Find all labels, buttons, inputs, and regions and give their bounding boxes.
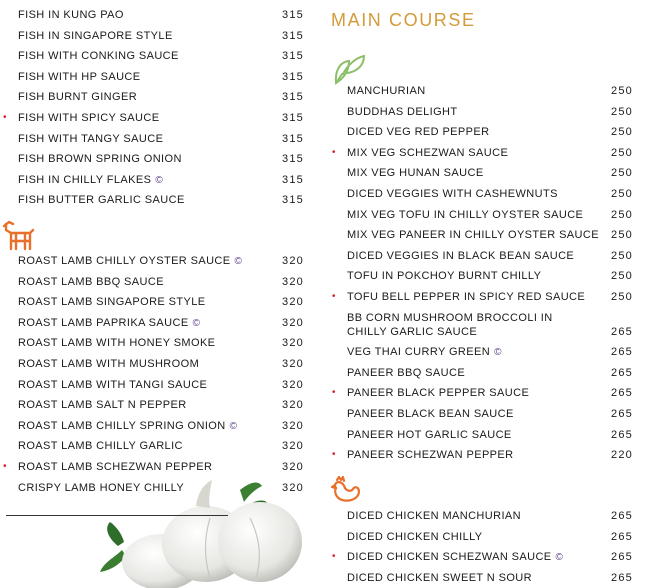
item-price: 315 xyxy=(282,91,304,104)
menu-item xyxy=(332,290,637,304)
item-name: FISH IN CHILLY FLAKES © xyxy=(18,173,164,186)
item-price: 320 xyxy=(282,358,304,370)
menu-item xyxy=(18,193,310,207)
menu-item xyxy=(347,407,637,421)
menu-item xyxy=(18,8,310,22)
item-price: 315 xyxy=(282,153,304,166)
menu-item xyxy=(347,228,637,242)
menu-item xyxy=(18,70,310,84)
menu-item xyxy=(18,316,310,330)
menu-item xyxy=(347,509,637,523)
item-price: 315 xyxy=(282,29,304,42)
item-price: 315 xyxy=(282,112,304,124)
main-course-title: MAIN COURSE xyxy=(331,10,476,30)
item-name: FISH WITH CONKING SAUCE xyxy=(18,50,179,63)
item-name: FISH IN SINGAPORE STYLE xyxy=(18,29,173,42)
menu-item xyxy=(347,530,637,544)
item-price: 320 xyxy=(282,378,304,391)
item-price: 220 xyxy=(611,449,633,462)
menu-item xyxy=(3,460,310,474)
menu-item xyxy=(18,295,310,309)
item-price: 250 xyxy=(611,126,633,139)
item-price: 320 xyxy=(282,440,304,453)
menu-item xyxy=(332,550,637,564)
veg-mark-icon: © xyxy=(229,420,238,432)
item-price: 265 xyxy=(611,510,633,522)
item-price: 265 xyxy=(611,346,633,359)
menu-item xyxy=(347,249,637,263)
menu-item xyxy=(18,481,310,495)
item-price: 320 xyxy=(282,419,304,432)
item-name: FISH BURNT GINGER xyxy=(18,91,138,104)
item-price: 250 xyxy=(611,249,633,262)
leaf-icon xyxy=(330,52,366,86)
item-name: MIX VEG HUNAN SAUCE xyxy=(347,167,484,180)
item-name: FISH BROWN SPRING ONION xyxy=(18,153,182,166)
spicy-bullet-icon: • xyxy=(332,449,336,461)
spicy-bullet-icon: • xyxy=(332,387,336,399)
menu-item xyxy=(18,439,310,453)
item-name: DICED VEG RED PEPPER xyxy=(347,126,490,139)
menu-item xyxy=(18,90,310,104)
menu-item xyxy=(332,386,637,400)
item-name: MANCHURIAN xyxy=(347,85,426,97)
menu-item xyxy=(18,254,310,268)
item-name: ROAST LAMB CHILLY SPRING ONION © xyxy=(18,419,238,432)
spicy-bullet-icon: • xyxy=(332,291,336,302)
item-price: 315 xyxy=(282,194,304,207)
menu-item xyxy=(347,571,637,585)
item-name: FISH WITH TANGY SAUCE xyxy=(18,132,164,145)
item-price: 265 xyxy=(611,366,633,379)
item-name: ROAST LAMB PAPRIKA SAUCE © xyxy=(18,316,201,329)
spicy-bullet-icon: • xyxy=(3,112,7,123)
veg-mark-icon: © xyxy=(555,552,564,564)
veg-mark-icon: © xyxy=(155,174,164,186)
menu-item xyxy=(347,428,637,442)
item-price: 250 xyxy=(611,105,633,118)
menu-item xyxy=(347,105,637,119)
item-price: 265 xyxy=(611,571,633,584)
item-name: MIX VEG SCHEZWAN SAUCE xyxy=(347,146,509,159)
item-name: PANEER HOT GARLIC SAUCE xyxy=(347,428,512,441)
item-price: 320 xyxy=(282,296,304,309)
spicy-bullet-icon: • xyxy=(332,551,336,563)
item-name: TOFU BELL PEPPER IN SPICY RED SAUCE xyxy=(347,291,586,303)
item-price: 250 xyxy=(611,85,633,97)
item-name: ROAST LAMB WITH MUSHROOM xyxy=(18,358,200,370)
item-name: FISH WITH SPICY SAUCE xyxy=(18,112,160,124)
menu-item xyxy=(347,345,637,359)
item-price: 320 xyxy=(282,255,304,267)
item-price: 265 xyxy=(611,325,633,338)
item-name: ROAST LAMB SCHEZWAN PEPPER xyxy=(18,461,213,473)
item-name: ROAST LAMB SALT N PEPPER xyxy=(18,399,187,412)
item-price: 315 xyxy=(282,50,304,63)
item-price: 250 xyxy=(611,229,633,242)
item-name: ROAST LAMB CHILLY OYSTER SAUCE © xyxy=(18,255,243,267)
menu-item xyxy=(18,357,310,371)
item-name: DICED CHICKEN SCHEZWAN SAUCE © xyxy=(347,551,564,564)
item-price: 250 xyxy=(611,208,633,221)
item-name: BB CORN MUSHROOM BROCCOLI IN xyxy=(347,311,553,324)
item-price: 250 xyxy=(611,270,633,283)
spicy-bullet-icon: • xyxy=(3,461,7,472)
item-name: PANEER BLACK BEAN SAUCE xyxy=(347,408,514,420)
item-price: 250 xyxy=(611,146,633,159)
item-name-line-2: CHILLY GARLIC SAUCE xyxy=(347,325,478,338)
menu-item xyxy=(347,208,637,222)
item-name: ROAST LAMB WITH TANGI SAUCE xyxy=(18,378,208,391)
item-price: 250 xyxy=(611,188,633,200)
item-price: 265 xyxy=(611,387,633,400)
item-price: 320 xyxy=(282,461,304,473)
item-price: 250 xyxy=(611,167,633,180)
menu-item xyxy=(347,269,637,283)
goat-icon xyxy=(0,218,38,252)
item-name: FISH WITH HP SAUCE xyxy=(18,70,141,83)
veg-mark-icon: © xyxy=(494,347,502,359)
menu-item xyxy=(332,448,637,462)
item-name: BUDDHAS DELIGHT xyxy=(347,105,458,118)
menu-item xyxy=(347,125,637,139)
menu-item xyxy=(347,166,637,180)
item-name: MIX VEG TOFU IN CHILLY OYSTER SAUCE xyxy=(347,208,584,221)
item-price: 315 xyxy=(282,70,304,83)
veg-mark-icon: © xyxy=(234,256,243,267)
chicken-icon xyxy=(330,472,362,506)
menu-item xyxy=(18,336,310,350)
item-name: MIX VEG PANEER IN CHILLY OYSTER SAUCE xyxy=(347,229,599,242)
item-name: DICED VEGGIES IN BLACK BEAN SAUCE xyxy=(347,249,575,262)
item-name: DICED CHICKEN CHILLY xyxy=(347,530,483,543)
veg-mark-icon: © xyxy=(192,317,201,329)
item-name: CRISPY LAMB HONEY CHILLY xyxy=(18,481,185,494)
item-price: 315 xyxy=(282,132,304,145)
item-price: 320 xyxy=(282,481,304,494)
item-name: TOFU IN POKCHOY BURNT CHILLY xyxy=(347,270,542,283)
item-name: FISH IN KUNG PAO xyxy=(18,9,124,21)
item-name: DICED CHICKEN SWEET N SOUR xyxy=(347,571,532,584)
item-price: 315 xyxy=(282,173,304,186)
menu-item xyxy=(18,132,310,146)
item-name: ROAST LAMB CHILLY GARLIC xyxy=(18,440,183,453)
menu-item xyxy=(18,49,310,63)
item-price: 265 xyxy=(611,428,633,441)
item-name: ROAST LAMB SINGAPORE STYLE xyxy=(18,296,206,309)
menu-item xyxy=(18,173,310,187)
menu-item xyxy=(332,146,637,160)
menu-item xyxy=(18,419,310,433)
menu-item xyxy=(347,366,637,380)
menu-item xyxy=(347,311,637,338)
item-price: 315 xyxy=(282,9,304,21)
item-name: VEG THAI CURRY GREEN © xyxy=(347,346,502,359)
item-price: 265 xyxy=(611,408,633,420)
menu-item xyxy=(18,398,310,412)
menu-item xyxy=(347,187,637,201)
menu-item xyxy=(18,275,310,289)
item-name: DICED VEGGIES WITH CASHEWNUTS xyxy=(347,188,558,200)
item-name: PANEER BBQ SAUCE xyxy=(347,366,466,379)
item-price: 250 xyxy=(611,291,633,303)
item-name: PANEER BLACK PEPPER SAUCE xyxy=(347,387,530,400)
item-name: DICED CHICKEN MANCHURIAN xyxy=(347,510,521,522)
menu-item xyxy=(18,378,310,392)
item-name: ROAST LAMB BBQ SAUCE xyxy=(18,275,164,288)
menu-item xyxy=(18,29,310,43)
menu-item xyxy=(18,152,310,166)
menu-item xyxy=(347,84,637,98)
item-price: 320 xyxy=(282,316,304,329)
item-price: 265 xyxy=(611,551,633,564)
item-price: 320 xyxy=(282,337,304,350)
item-price: 320 xyxy=(282,399,304,412)
item-price: 265 xyxy=(611,530,633,543)
spicy-bullet-icon: • xyxy=(332,146,336,158)
menu-item xyxy=(3,111,310,125)
item-name: PANEER SCHEZWAN PEPPER xyxy=(347,449,514,462)
item-name: ROAST LAMB WITH HONEY SMOKE xyxy=(18,337,216,350)
item-price: 320 xyxy=(282,275,304,288)
section-divider xyxy=(6,515,228,516)
item-name: FISH BUTTER GARLIC SAUCE xyxy=(18,194,185,207)
